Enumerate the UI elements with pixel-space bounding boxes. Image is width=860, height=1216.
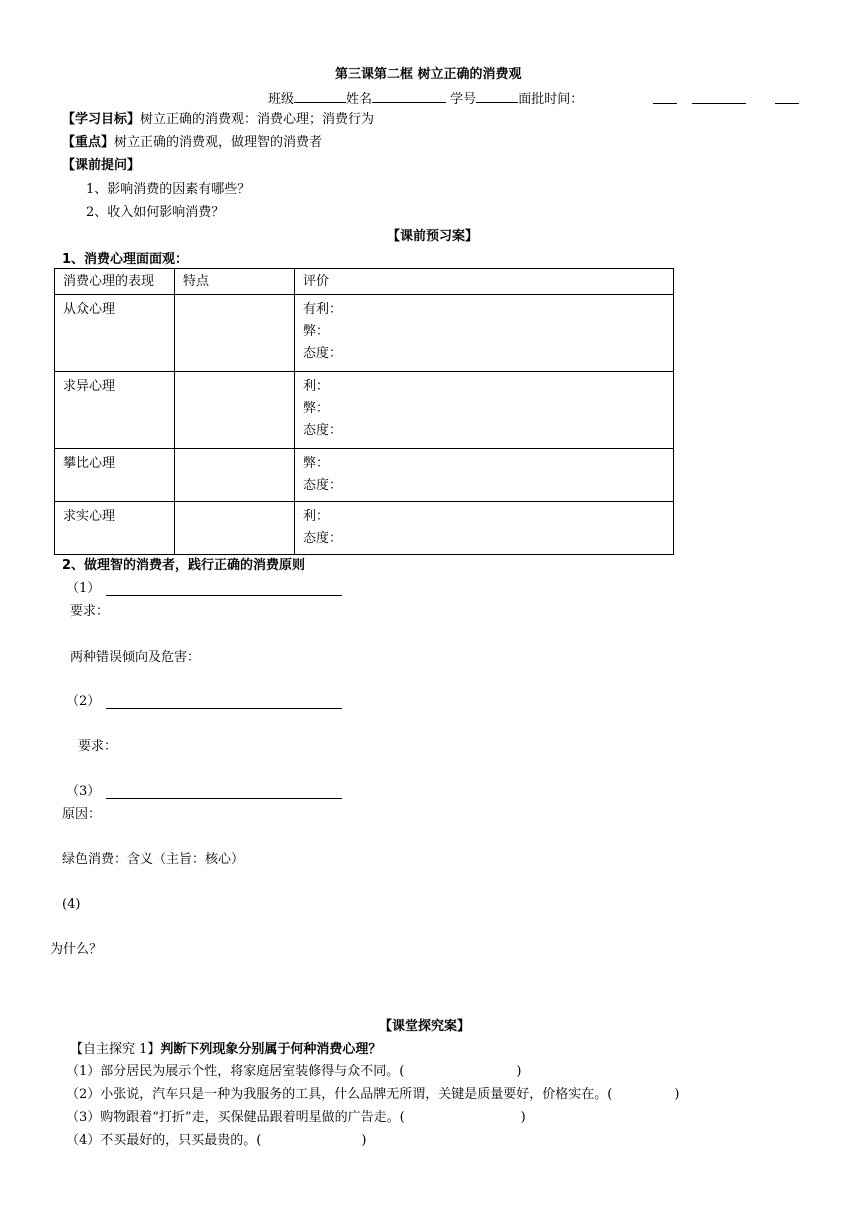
task-tag: 【自主探究 1】 — [70, 1042, 161, 1057]
item-3-blank[interactable] — [106, 798, 342, 799]
close-paren: ) — [516, 1064, 522, 1079]
eval-line: 态度： — [303, 531, 343, 546]
eval-cell[interactable] — [295, 502, 674, 555]
goal-tag: 【学习目标】 — [62, 112, 141, 127]
task-text: 判断下列现象分别属于何种消费心理？ — [160, 1042, 382, 1057]
feature-cell[interactable] — [175, 372, 295, 449]
review-label: 面批时间： — [518, 92, 584, 107]
item-2-label: （2） — [66, 694, 101, 709]
requirement-label: 要求： — [70, 604, 110, 619]
table-header-row — [55, 269, 674, 295]
learning-goal — [62, 111, 374, 129]
question-item — [66, 1063, 521, 1081]
eval-line: 弊： — [303, 324, 330, 339]
question-item — [66, 1086, 679, 1104]
item-2-blank[interactable] — [106, 708, 342, 709]
eval-cell[interactable] — [295, 449, 674, 502]
row-name: 从众心理 — [55, 295, 175, 372]
review-blank-3[interactable] — [775, 103, 799, 104]
table-header: 消费心理的表现 — [55, 269, 175, 295]
feature-cell[interactable] — [175, 449, 295, 502]
section2-title: 2、做理智的消费者，践行正确的消费原则 — [62, 558, 306, 573]
info-line — [268, 89, 583, 109]
consumer-psychology-table — [54, 268, 674, 555]
key-point — [62, 134, 322, 152]
close-paren: ) — [674, 1087, 680, 1102]
close-paren: ) — [361, 1133, 367, 1148]
reason-label: 原因： — [62, 807, 102, 822]
class-field[interactable] — [294, 89, 346, 103]
goal-text: 树立正确的消费观：消费心理；消费行为 — [140, 112, 375, 127]
eval-cell[interactable] — [295, 372, 674, 449]
eval-line: 态度： — [303, 346, 343, 361]
question-text: （4）不买最好的，只买最贵的。( — [66, 1133, 262, 1148]
item-1-label: （1） — [66, 581, 101, 596]
table-header: 评价 — [295, 269, 674, 295]
eval-line: 弊： — [303, 456, 330, 471]
green-consumption-label: 绿色消费：含义（主旨：核心） — [62, 852, 245, 867]
item-1-blank[interactable] — [106, 595, 342, 596]
table-row — [55, 449, 674, 502]
eval-line: 态度： — [303, 423, 343, 438]
feature-cell[interactable] — [175, 502, 295, 555]
table-row — [55, 372, 674, 449]
eval-line: 有利： — [303, 302, 343, 317]
question-item — [66, 1132, 366, 1150]
review-blank-2[interactable] — [692, 103, 746, 104]
task-line — [70, 1041, 381, 1059]
inquiry-heading: 【课堂探究案】 — [379, 1019, 471, 1034]
why-label: 为什么？ — [50, 942, 103, 957]
row-name: 求异心理 — [55, 372, 175, 449]
eval-line: 利： — [303, 509, 330, 524]
name-field[interactable] — [372, 89, 446, 103]
question-text: （3）购物跟着“打折”走，买保健品跟着明星做的广告走。( — [66, 1110, 405, 1125]
table-header: 特点 — [175, 269, 295, 295]
id-label: 学号 — [450, 92, 477, 107]
item-3-label: （3） — [66, 784, 101, 799]
preclass-tag: 【课前提问】 — [62, 158, 141, 173]
eval-line: 利： — [303, 379, 330, 394]
feature-cell[interactable] — [175, 295, 295, 372]
review-blank-1[interactable] — [653, 103, 677, 104]
item-4-label: (4) — [62, 897, 81, 912]
eval-line: 弊： — [303, 401, 330, 416]
key-text: 树立正确的消费观，做理智的消费者 — [114, 135, 323, 150]
question-item — [66, 1109, 526, 1127]
eval-cell[interactable] — [295, 295, 674, 372]
row-name: 求实心理 — [55, 502, 175, 555]
preview-heading: 【课前预习案】 — [387, 229, 479, 244]
eval-line: 态度： — [303, 478, 343, 493]
requirement-label: 要求： — [78, 739, 118, 754]
close-paren: ) — [520, 1110, 526, 1125]
preclass-question: 1、影响消费的因素有哪些？ — [86, 182, 251, 197]
name-label: 姓名 — [346, 92, 373, 107]
table-row — [55, 295, 674, 372]
page-title: 第三课第二框 树立正确的消费观 — [335, 67, 522, 82]
id-field[interactable] — [476, 89, 518, 103]
question-text: （1）部分居民为展示个性，将家庭居室装修得与众不同。( — [66, 1064, 405, 1079]
row-name: 攀比心理 — [55, 449, 175, 502]
errors-label: 两种错误倾向及危害： — [70, 650, 201, 665]
preclass-question: 2、收入如何影响消费？ — [86, 205, 225, 220]
table-row — [55, 502, 674, 555]
section1-title: 1、消费心理面面观： — [62, 252, 189, 267]
key-tag: 【重点】 — [62, 135, 115, 150]
question-text: （2）小张说，汽车只是一种为我服务的工具，什么品牌无所谓，关键是质量要好，价格实在。( — [66, 1087, 613, 1102]
class-label: 班级 — [268, 92, 295, 107]
